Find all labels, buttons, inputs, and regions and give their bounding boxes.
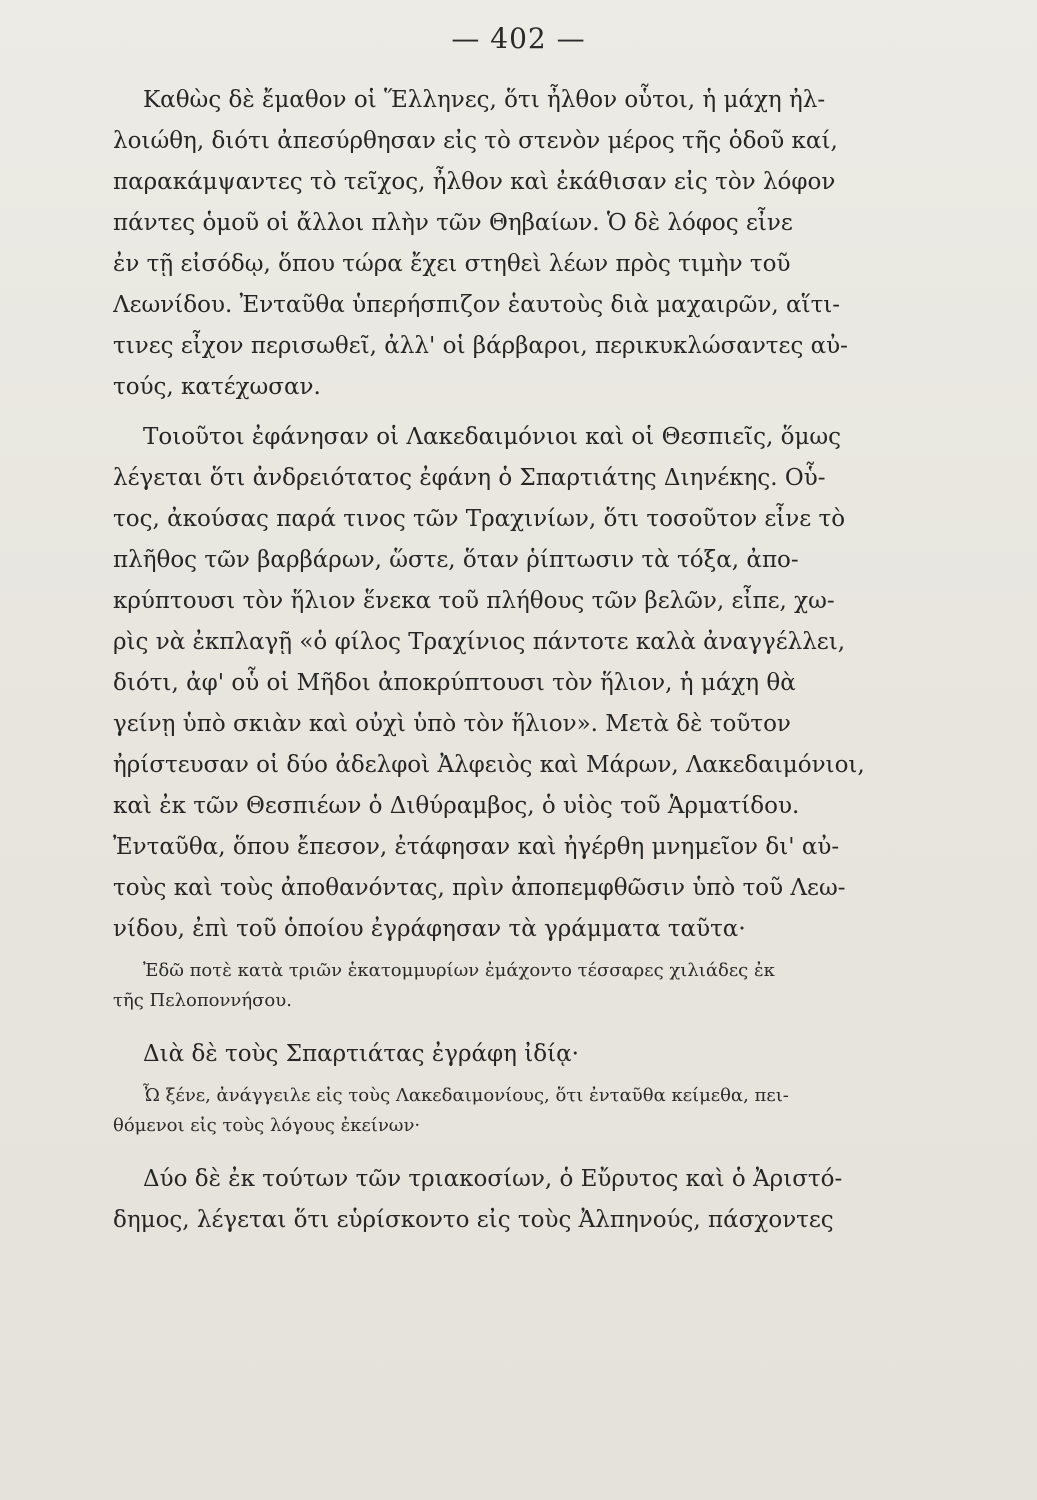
text-line: πλῆθος τῶν βαρβάρων, ὥστε, ὅταν ῥίπτωσιν τὰ τόξα, ἀπο- [113,547,799,573]
text-line: ἠρίστευσαν οἱ δύο ἀδελφοὶ Ἀλφειὸς καὶ Μάρων, Λακεδαιμόνιοι, [113,752,865,778]
text-line: Ἐνταῦθα, ὅπου ἔπεσον, ἐτάφησαν καὶ ἠγέρθη μνημεῖον δι' αὐ- [113,834,840,860]
text-line: διότι, ἀφ' οὗ οἱ Μῆδοι ἀποκρύπτουσι τὸν ἥλιον, ἡ μάχη θὰ [113,670,796,696]
text-line: καὶ ἐκ τῶν Θεσπιέων ὁ Διθύραμβος, ὁ υἱὸς τοῦ Ἁρματίδου. [113,793,800,819]
text-line: κρύπτουσι τὸν ἥλιον ἕνεκα τοῦ πλήθους τῶν βελῶν, εἶπε, χω- [113,588,835,614]
text-line: τος, ἀκούσας παρά τινος τῶν Τραχινίων, ὅτι τοσοῦτον εἶνε τὸ [113,506,846,532]
paragraph-3 [113,1034,965,1075]
inscription-line: τῆς Πελοποννήσου. [113,990,292,1011]
text-line: τοὺς καὶ τοὺς ἀποθανόντας, πρὶν ἀποπεμφθῶσιν ὑπὸ τοῦ Λεω- [113,875,846,901]
text-line: τούς, κατέχωσαν. [113,374,321,400]
inscription-line: Ὦ ξένε, ἀνάγγειλε εἰς τοὺς Λακεδαιμονίους, ὅτι ἐνταῦθα κείμεθα, πει- [143,1085,789,1106]
text-line: Διὰ δὲ τοὺς Σπαρτιάτας ἐγράφη ἰδίᾳ· [143,1041,579,1067]
inscription-line: θόμενοι εἰς τοὺς λόγους ἐκείνων· [113,1115,421,1136]
text-line: ρὶς νὰ ἐκπλαγῇ «ὁ φίλος Τραχίνιος πάντοτε καλὰ ἀναγγέλλει, [113,629,846,655]
text-line: γείνῃ ὑπὸ σκιὰν καὶ οὐχὶ ὑπὸ τὸν ἥλιον». Μετὰ δὲ τοῦτον [113,711,791,737]
inscription-spartans [113,1081,965,1141]
inscription-general [113,956,965,1016]
text-line: παρακάμψαντες τὸ τεῖχος, ἦλθον καὶ ἐκάθισαν εἰς τὸν λόφον [113,169,836,195]
text-line: λοιώθη, διότι ἀπεσύρθησαν εἰς τὸ στενὸν μέρος τῆς ὁδοῦ καί, [113,128,838,154]
text-line: Τοιοῦτοι ἐφάνησαν οἱ Λακεδαιμόνιοι καὶ οἱ Θεσπιεῖς, ὅμως [143,424,842,450]
text-line: λέγεται ὅτι ἀνδρειότατος ἐφάνη ὁ Σπαρτιάτης Διηνέκης. Οὗ- [113,465,826,491]
text-line: ἐν τῇ εἰσόδῳ, ὅπου τώρα ἔχει στηθεὶ λέων πρὸς τιμὴν τοῦ [113,251,791,277]
text-line: πάντες ὁμοῦ οἱ ἄλλοι πλὴν τῶν Θηβαίων. Ὁ δὲ λόφος εἶνε [113,210,793,236]
inscription-line: Ἐδῶ ποτὲ κατὰ τριῶν ἑκατομμυρίων ἐμάχοντο τέσσαρες χιλιάδες ἐκ [143,960,775,981]
paragraph-2 [113,417,965,950]
paragraph-4 [113,1159,965,1241]
text-line: τινες εἶχον περισωθεῖ, ἀλλ' οἱ βάρβαροι, περικυκλώσαντες αὐ- [113,333,848,359]
text-line: Λεωνίδου. Ἐνταῦθα ὑπερήσπιζον ἑαυτοὺς διὰ μαχαιρῶν, αἵτι- [113,292,841,318]
page-body [113,80,965,1241]
text-line: νίδου, ἐπὶ τοῦ ὁποίου ἐγράφησαν τὰ γράμματα ταῦτα· [113,916,746,942]
paragraph-1 [113,80,965,408]
text-line: Καθὼς δὲ ἔμαθον οἱ Ἕλληνες, ὅτι ἦλθον οὗτοι, ἡ μάχη ἠλ- [143,87,826,113]
text-line: δημος, λέγεται ὅτι εὑρίσκοντο εἰς τοὺς Ἀλπηνούς, πάσχοντες [113,1207,834,1233]
text-line: Δύο δὲ ἐκ τούτων τῶν τριακοσίων, ὁ Εὔρυτος καὶ ὁ Ἀριστό- [143,1166,843,1192]
page-number: — 402 — [451,22,586,55]
